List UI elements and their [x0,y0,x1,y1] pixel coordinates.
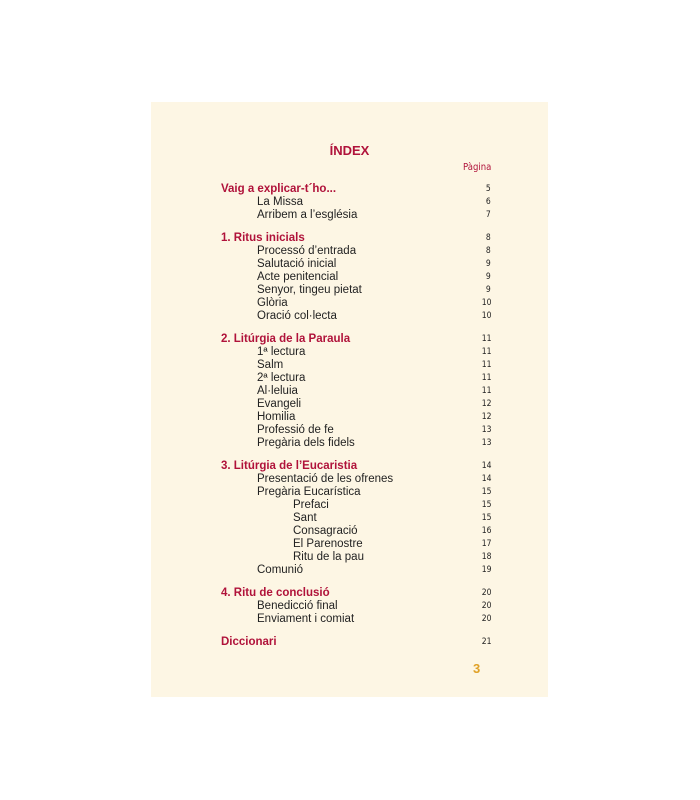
toc-entry-page: 15 [481,500,491,510]
toc-heading-page: 14 [481,461,491,471]
toc-entry-page: 20 [481,601,491,611]
toc-entry-label: Professió de fe [257,424,334,436]
toc-heading [221,459,491,473]
toc-entry-page: 13 [481,438,491,448]
toc-heading-label: 4. Ritu de conclusió [221,587,330,599]
toc-entry-page: 10 [481,311,491,321]
toc-entry-page: 12 [481,412,491,422]
toc-entry-label: El Parenostre [293,538,363,550]
toc-entry-page: 9 [486,272,491,282]
toc-entry-label: Consagració [293,525,358,537]
toc-entry-label: 1ª lectura [257,346,306,358]
toc-entry [221,284,491,297]
toc-entry-label: Comunió [257,564,304,576]
toc-entry-page: 14 [481,474,491,484]
toc-entry [221,613,491,626]
toc-entry [221,424,491,437]
toc-entry [221,411,491,424]
toc-entry [221,310,491,323]
toc-entry-page: 11 [481,347,491,357]
toc-heading-page: 8 [486,233,491,243]
toc-entry-label: Pregària Eucarística [257,486,361,498]
toc-entry-page: 15 [481,487,491,497]
toc-heading [221,182,491,196]
toc-entry-label: Presentació de les ofrenes [257,473,394,485]
toc-entry-label: Homilia [257,411,296,423]
toc-entry [221,209,491,222]
toc-heading-page: 20 [481,588,491,598]
toc-section [221,231,491,323]
toc-entry-label: Al·leluia [257,385,298,397]
toc-entry [221,297,491,310]
toc-entry-page: 11 [481,360,491,370]
toc-section [221,459,491,577]
toc-section [221,635,491,649]
toc-entry [221,359,491,372]
toc-entry [221,385,491,398]
page-number: 3 [473,661,481,676]
toc-entry-page: 10 [481,298,491,308]
toc-entry-page: 12 [481,399,491,409]
toc-entry-label: Enviament i comiat [257,613,355,625]
toc-entry-page: 17 [481,539,491,549]
toc-heading [221,635,491,649]
toc-heading-page: 21 [481,637,491,647]
toc-entry-label: Acte penitencial [257,271,339,283]
toc-entry [221,372,491,385]
toc-entry-label: Pregària dels fidels [257,437,355,449]
toc-section [221,332,491,450]
toc-entry-label: Glòria [257,297,288,309]
book-page [151,102,548,697]
toc-heading [221,586,491,600]
toc-entry-label: Processó d’entrada [257,245,357,257]
toc-entry-label: Prefaci [293,499,329,511]
toc-entry-label: Benedicció final [257,600,338,612]
toc-entry-page: 7 [486,210,491,220]
toc-heading-label: 3. Litúrgia de l’Eucaristia [221,460,358,472]
toc-entry-label: Ritu de la pau [293,551,364,563]
toc-entry [221,499,491,512]
toc-entry [221,486,491,499]
table-of-contents [221,182,491,658]
toc-entry-label: Senyor, tingeu pietat [257,284,362,296]
toc-heading-label: Vaig a explicar-t´ho... [221,183,337,195]
page-column-header: Pàgina [462,162,491,173]
toc-entry-page: 8 [486,246,491,256]
toc-entry [221,258,491,271]
toc-heading-label: Diccionari [221,636,277,648]
toc-entry-page: 13 [481,425,491,435]
toc-entry-label: La Missa [257,196,304,208]
toc-entry [221,245,491,258]
toc-entry-label: Sant [293,512,317,524]
toc-entry-page: 18 [481,552,491,562]
toc-entry-page: 9 [486,259,491,269]
toc-entry-page: 9 [486,285,491,295]
index-title: ÍNDEX [329,143,370,158]
toc-entry-page: 19 [481,565,491,575]
toc-heading-label: 1. Ritus inicials [221,232,305,244]
toc-entry-page: 6 [486,197,491,207]
toc-entry-page: 20 [481,614,491,624]
toc-entry-label: Evangeli [257,398,302,410]
toc-entry [221,196,491,209]
toc-heading [221,231,491,245]
toc-entry [221,525,491,538]
toc-entry-label: Oració col·lecta [257,310,337,322]
toc-entry [221,437,491,450]
toc-entry-label: Arribem a l’església [257,209,358,221]
toc-entry-page: 11 [481,373,491,383]
toc-entry [221,473,491,486]
toc-entry [221,398,491,411]
toc-entry [221,551,491,564]
toc-entry-page: 11 [481,386,491,396]
toc-entry [221,538,491,551]
toc-entry-page: 16 [481,526,491,536]
toc-heading-page: 5 [486,184,491,194]
toc-heading [221,332,491,346]
toc-entry-label: Salm [257,359,284,371]
toc-entry-label: Salutació inicial [257,258,337,270]
toc-heading-label: 2. Litúrgia de la Paraula [221,333,351,345]
toc-entry [221,512,491,525]
toc-entry [221,600,491,613]
toc-entry [221,346,491,359]
toc-heading-page: 11 [481,334,491,344]
toc-entry-label: 2ª lectura [257,372,306,384]
toc-entry-page: 15 [481,513,491,523]
toc-entry [221,271,491,284]
toc-entry [221,564,491,577]
toc-section [221,182,491,222]
toc-section [221,586,491,626]
